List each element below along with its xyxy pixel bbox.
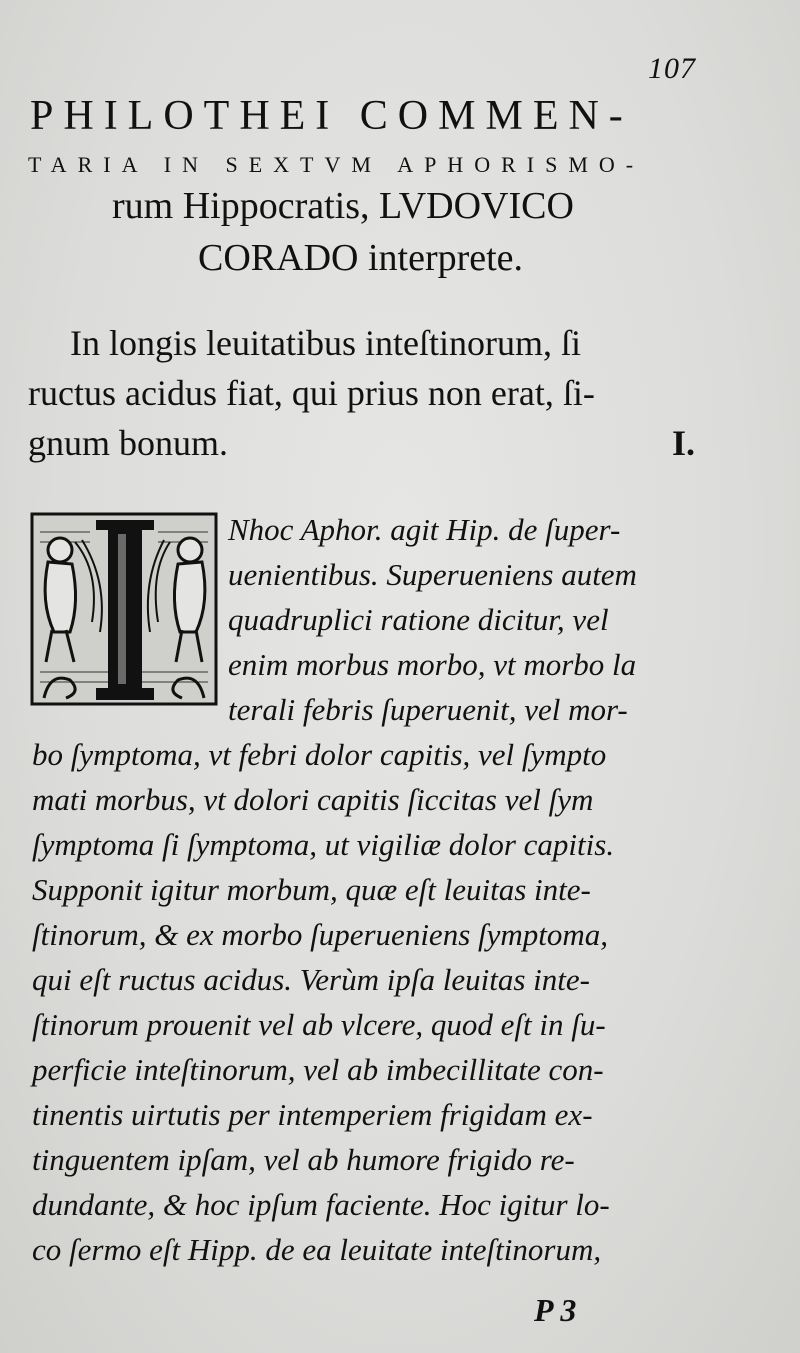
- commentary-line-16: dundante, & hoc ipſum faciente. Hoc igitur lo-: [32, 1187, 610, 1222]
- commentary-line-8: ſymptoma ſi ſymptoma, ut vigiliæ dolor capitis.: [32, 827, 615, 862]
- commentary-line-2: uenientibus. Superueniens autem: [228, 557, 637, 592]
- page-number: 107: [648, 52, 696, 85]
- commentary-line-15: tinguentem ipſam, vel ab humore frigido re-: [32, 1142, 575, 1177]
- aphorism-line-3: gnum bonum.: [28, 423, 229, 463]
- commentary-line-12: ſtinorum prouenit vel ab vlcere, quod eſt in ſu-: [32, 1007, 606, 1042]
- commentary-line-3: quadruplici ratione dicitur, vel: [228, 602, 609, 637]
- commentary-line-5: terali febris ſuperuenit, vel mor-: [228, 692, 628, 727]
- commentary-line-1: Nhoc Aphor. agit Hip. de ſuper-: [228, 512, 621, 547]
- title-line-3: rum Hippocratis, LVDOVICO: [112, 185, 574, 227]
- commentary-line-11: qui eſt ructus acidus. Verùm ipſa leuitas inte-: [32, 962, 590, 997]
- aphorism-number: I.: [672, 423, 696, 463]
- title-line-4: CORADO interprete.: [198, 237, 524, 279]
- commentary-line-10: ſtinorum, & ex morbo ſuperueniens ſymptoma,: [32, 917, 609, 952]
- commentary-line-7: mati morbus, vt dolori capitis ſiccitas vel ſym: [32, 782, 594, 817]
- commentary-line-4: enim morbus morbo, vt morbo la: [228, 647, 637, 682]
- title-line-1: PHILOTHEI COMMEN-: [30, 93, 633, 139]
- commentary-line-17: co ſermo eſt Hipp. de ea leuitate inteſtinorum,: [32, 1232, 602, 1267]
- signature-mark: P 3: [534, 1292, 577, 1328]
- commentary-line-13: perficie inteſtinorum, vel ab imbecillitate con-: [32, 1052, 604, 1087]
- commentary-line-6: bo ſymptoma, vt febri dolor capitis, vel ſympto: [32, 737, 607, 772]
- decorated-initial: [30, 512, 218, 707]
- commentary-line-14: tinentis uirtutis per intemperiem frigidam ex-: [32, 1097, 593, 1132]
- woodcut-initial-image: [30, 512, 218, 707]
- title-line-2: TARIA IN SEXTVM APHORISMO-: [28, 152, 645, 177]
- commentary-line-9: Supponit igitur morbum, quæ eſt leuitas inte-: [32, 872, 591, 907]
- aphorism-line-2: ructus acidus fiat, qui prius non erat, ſi-: [28, 373, 595, 413]
- aphorism-line-1: In longis leuitatibus inteſtinorum, ſi: [70, 323, 581, 363]
